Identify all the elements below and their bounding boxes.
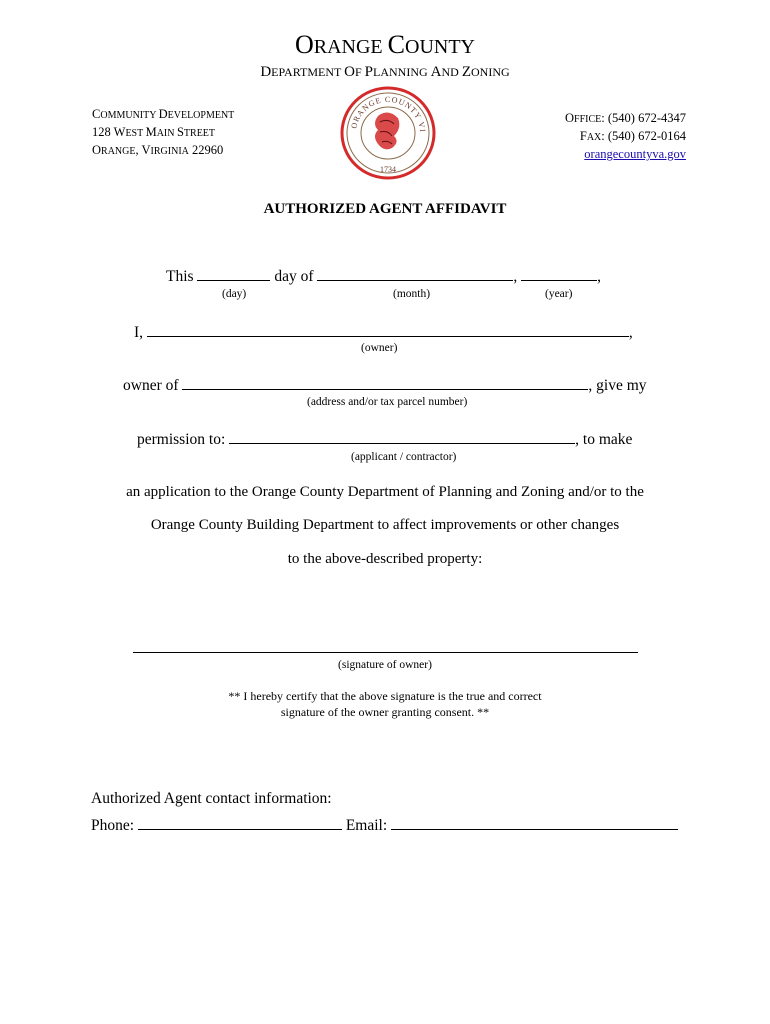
office-fax: FAX: (540) 672-0164 <box>579 129 686 143</box>
owner-name-field[interactable] <box>147 322 629 337</box>
applicant-field[interactable] <box>229 429 575 444</box>
day-field[interactable] <box>197 266 270 281</box>
county-seal <box>340 86 436 180</box>
permission-line: permission to: , to make <box>137 431 633 448</box>
day-caption: (day) <box>222 288 247 300</box>
signature-caption: (signature of owner) <box>338 659 432 671</box>
certification-line-1: ** I hereby certify that the above signature is the true and correct <box>228 689 542 703</box>
phone-label: Phone: <box>91 817 135 834</box>
seal-icon <box>340 86 436 180</box>
owner-of-line: owner of , give my <box>123 377 647 394</box>
address-block <box>92 106 234 160</box>
month-field[interactable] <box>317 266 513 281</box>
contact-heading: Authorized Agent contact information: <box>91 790 332 807</box>
date-line: This day of , , <box>166 268 601 285</box>
year-caption: (year) <box>545 288 573 300</box>
phone-field[interactable] <box>138 815 342 830</box>
department-subtitle: DEPARTMENT OF PLANNING AND ZONING <box>260 64 510 80</box>
email-label: Email: <box>345 817 388 834</box>
body-text-line-1: an application to the Orange County Department of Planning and Zoning and/or to the <box>126 484 644 500</box>
svg-text:1734: 1734 <box>380 165 396 174</box>
address-line: 128 WEST MAIN STREET <box>92 125 216 139</box>
owner-line: I, , <box>134 324 633 341</box>
address-line: COMMUNITY DEVELOPMENT <box>92 107 235 121</box>
address-field[interactable] <box>182 375 588 390</box>
county-title: ORANGE COUNTY <box>294 30 475 59</box>
website-link[interactable]: orangecountyva.gov <box>584 147 686 161</box>
address-caption: (address and/or tax parcel number) <box>307 396 468 408</box>
svg-text:ORANGE COUNTY VIRGINIA: ORANGE COUNTY VI <box>349 94 428 134</box>
signature-field[interactable] <box>133 652 638 653</box>
body-text-line-3: to the above-described property: <box>287 551 483 567</box>
contact-line <box>91 815 678 835</box>
month-caption: (month) <box>393 288 431 300</box>
address-line: ORANGE, VIRGINIA 22960 <box>92 143 224 157</box>
owner-caption: (owner) <box>361 342 398 354</box>
year-field[interactable] <box>521 266 597 281</box>
body-text-line-2: Orange County Building Department to affect improvements or other changes <box>150 517 620 533</box>
office-phone: OFFICE: (540) 672-4347 <box>565 111 686 125</box>
office-block <box>565 110 686 162</box>
email-field[interactable] <box>391 815 678 830</box>
certification-line-2: signature of the owner granting consent. ** <box>280 705 490 719</box>
document-title: AUTHORIZED AGENT AFFIDAVIT <box>263 201 507 217</box>
applicant-caption: (applicant / contractor) <box>351 451 457 463</box>
